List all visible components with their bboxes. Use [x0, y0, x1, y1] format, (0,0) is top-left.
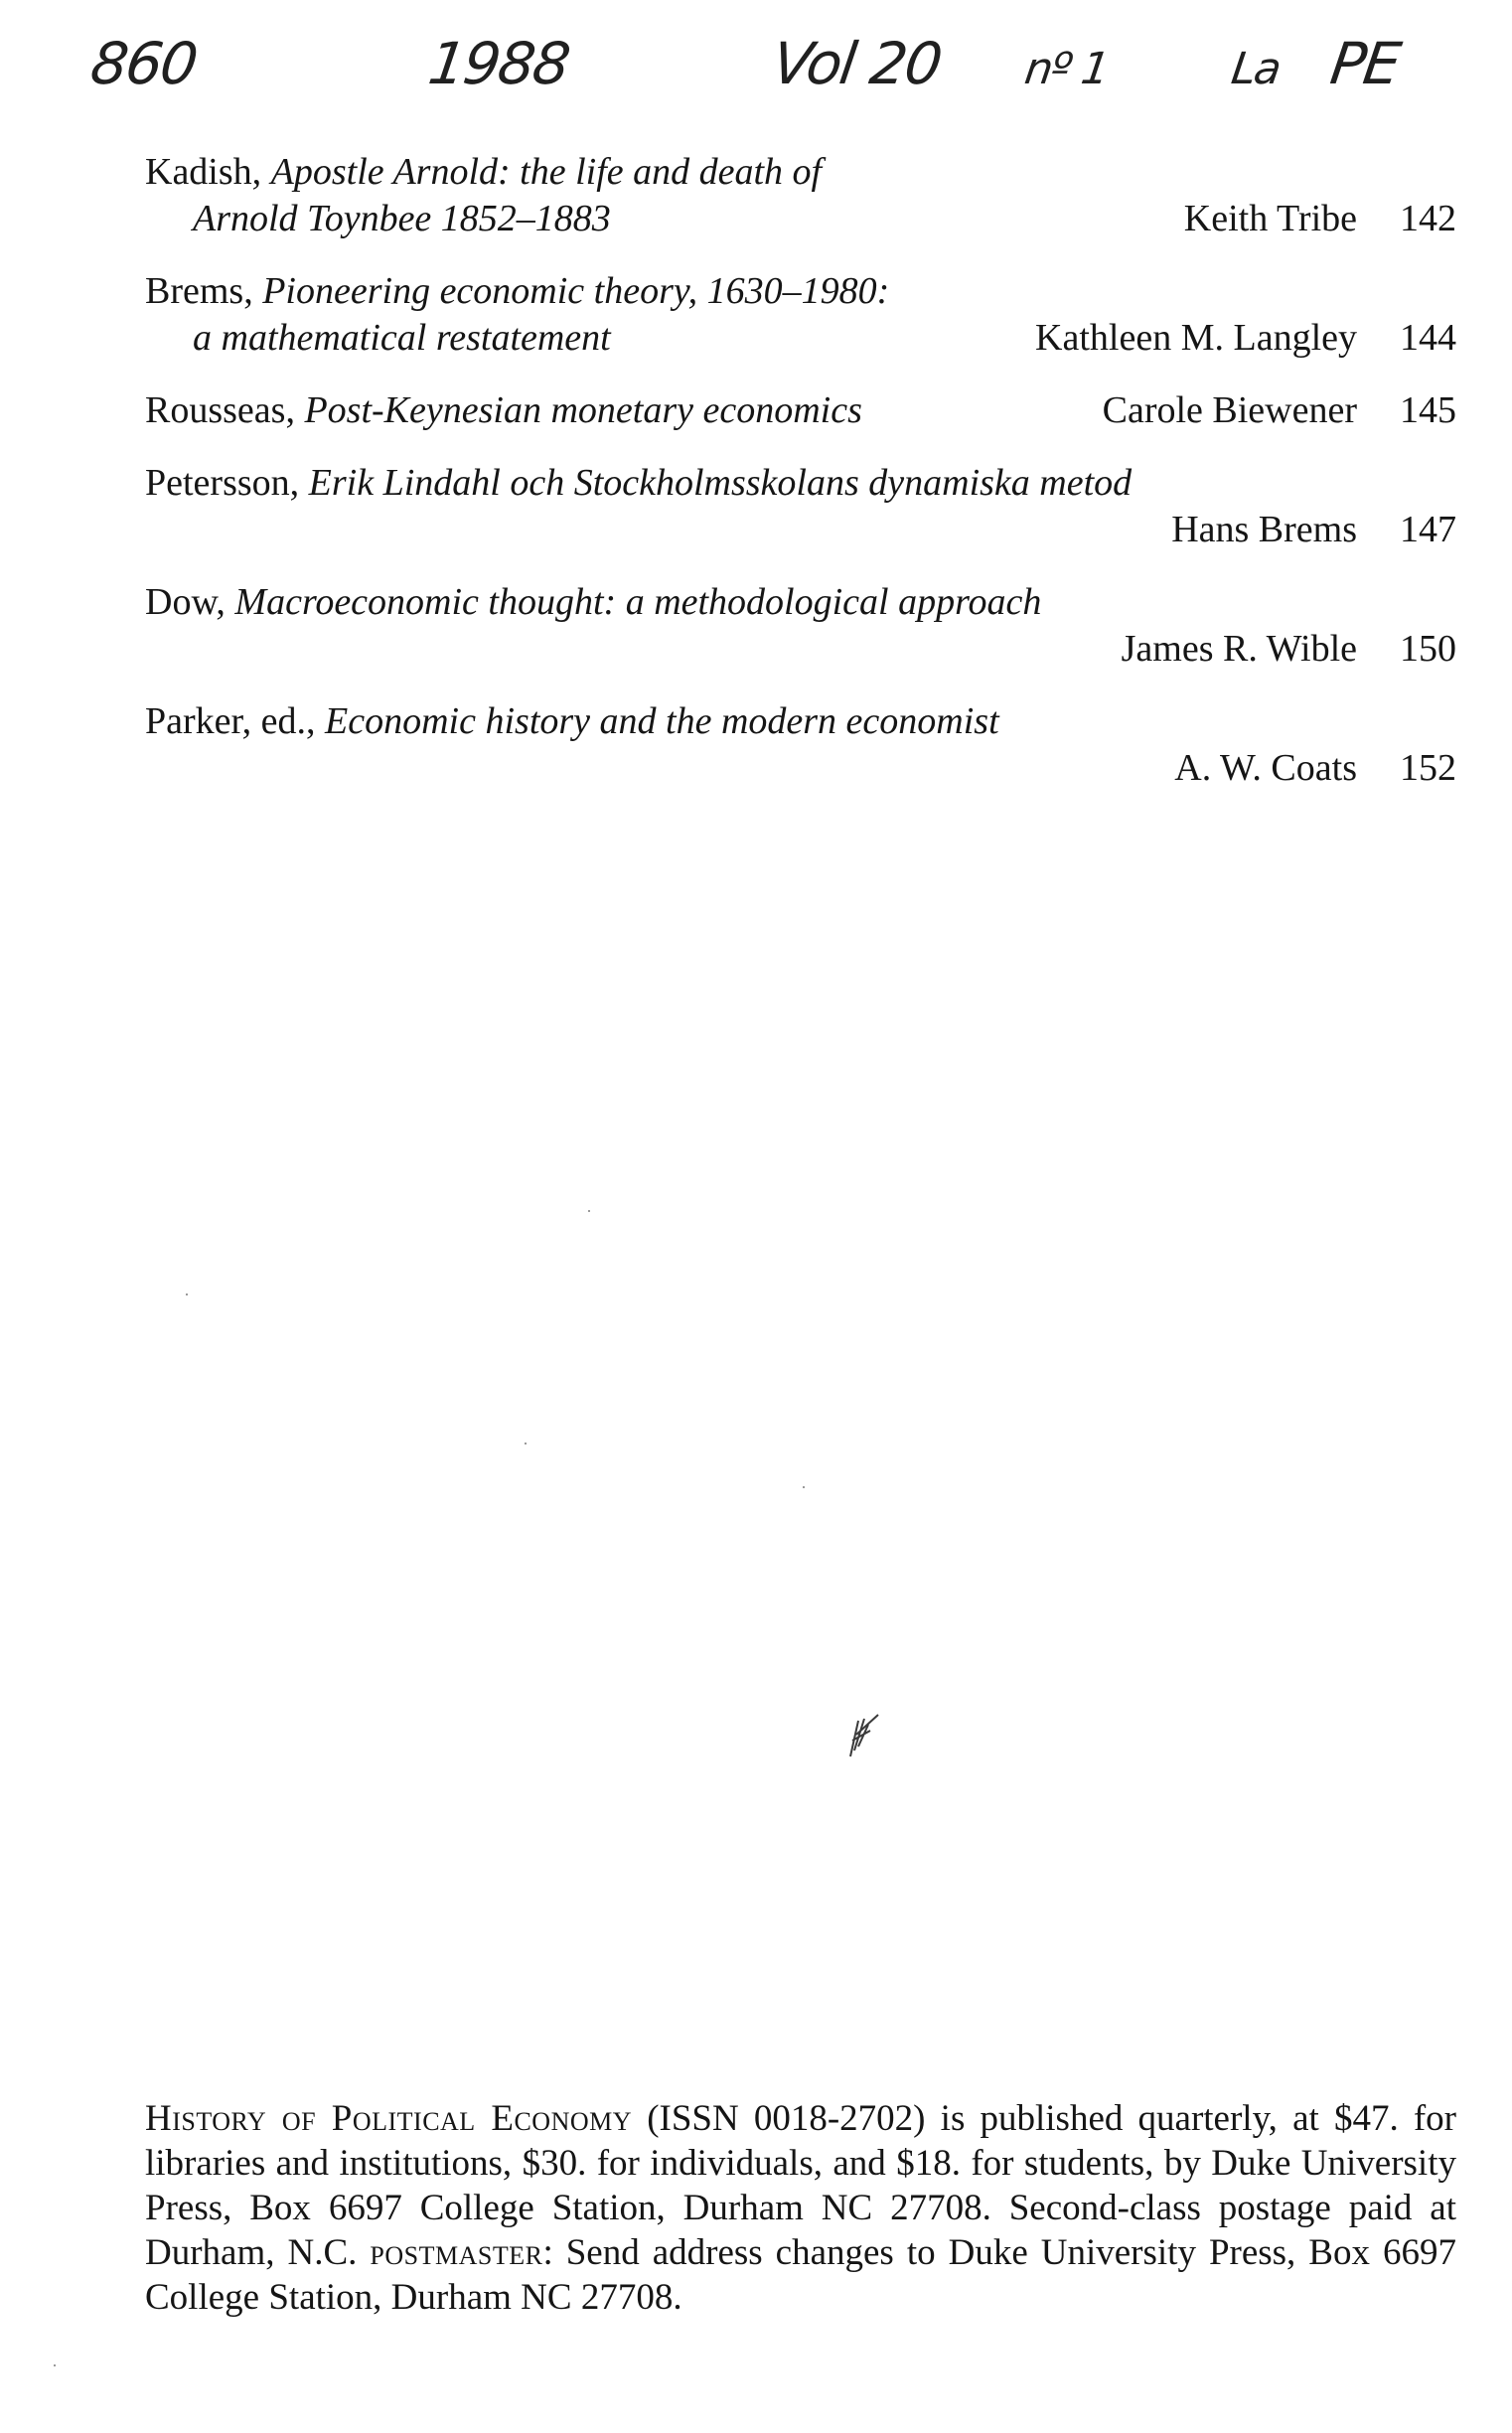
review-title: Erik Lindahl och Stockholmsskolans dynamiska metod [308, 462, 1133, 504]
review-byline [1184, 196, 1456, 242]
reviewer-name: Kathleen M. Langley [1035, 317, 1357, 359]
review-byline [1171, 507, 1456, 553]
postmaster-label: postmaster [370, 2232, 543, 2273]
review-entry [145, 268, 1456, 362]
review-title: Pioneering economic theory, 1630–1980: [262, 270, 890, 312]
scan-speck [186, 1293, 188, 1295]
review-title-continuation [145, 315, 1456, 362]
review-byline [1035, 315, 1456, 362]
review-title-line [145, 460, 1456, 507]
imprint-text: (ISSN 0018-2702) is published quarterly, at $47. for libraries and institutions, $30. for individuals, and $18. for students, by Duke University Press, Box 6697 College Station, Durham NC 27708. Second-class postage paid at Durham, N.C. [145, 2098, 1456, 2273]
review-entry [145, 460, 1456, 553]
review-entry [145, 579, 1456, 673]
review-byline [1103, 387, 1456, 434]
journal-name: History of Political Economy [145, 2098, 633, 2139]
review-author: Dow, [145, 581, 226, 623]
review-title-cont: a mathematical restatement [193, 317, 611, 359]
review-byline [1174, 745, 1456, 792]
handwritten-volume: Vol 20 [768, 30, 945, 97]
page-number: 142 [1400, 198, 1456, 239]
page-number: 145 [1400, 389, 1456, 431]
review-author: Parker, ed., [145, 700, 316, 742]
reviewer-name: Carole Biewener [1102, 389, 1357, 431]
scan-speck [803, 1486, 805, 1488]
scan-speck [588, 1210, 590, 1212]
review-title-cont: Arnold Toynbee 1852–1883 [193, 198, 611, 239]
review-byline-line [145, 507, 1456, 553]
reviewer-name: James R. Wible [1121, 628, 1357, 670]
review-entry [145, 698, 1456, 792]
page-number: 152 [1400, 747, 1456, 789]
reviewer-name: Hans Brems [1171, 509, 1357, 550]
review-byline-line [145, 626, 1456, 673]
handwritten-initials: PE [1326, 30, 1404, 97]
reviewer-name: Keith Tribe [1183, 198, 1357, 239]
scribble-mark-icon [844, 1711, 880, 1760]
handwritten-note: La [1228, 44, 1284, 94]
review-author: Petersson, [145, 462, 300, 504]
handwritten-number: nº 1 [1021, 44, 1112, 94]
imprint-text-end: : Send address changes to Duke University Press, Box 6697 College Station, Durham NC 27708. [145, 2232, 1456, 2318]
review-byline [1122, 626, 1456, 673]
review-list [145, 149, 1456, 818]
page-number: 144 [1400, 317, 1456, 359]
review-byline-line [145, 745, 1456, 792]
review-title-line [145, 579, 1456, 626]
page-number: 150 [1400, 628, 1456, 670]
review-entry [145, 387, 1456, 434]
review-title: Macroeconomic thought: a methodological approach [234, 581, 1042, 623]
publication-imprint [145, 2096, 1456, 2320]
scan-speck [54, 2364, 56, 2366]
page-number: 147 [1400, 509, 1456, 550]
review-title-line [145, 268, 1456, 315]
handwritten-year: 1988 [424, 30, 573, 97]
review-author: Brems, [145, 270, 253, 312]
review-author: Kadish, [145, 151, 262, 193]
review-entry [145, 149, 1456, 242]
review-title-line [145, 149, 1456, 196]
review-author: Rousseas, [145, 389, 295, 431]
review-title-continuation [145, 196, 1456, 242]
review-title-line [145, 698, 1456, 745]
review-title: Apostle Arnold: the life and death of [270, 151, 823, 193]
handwritten-code: 860 [86, 30, 201, 97]
review-title: Post-Keynesian monetary economics [304, 389, 862, 431]
review-title: Economic history and the modern economist [325, 700, 999, 742]
review-title-line [145, 387, 1456, 434]
scan-speck [525, 1443, 527, 1445]
reviewer-name: A. W. Coats [1174, 747, 1357, 789]
